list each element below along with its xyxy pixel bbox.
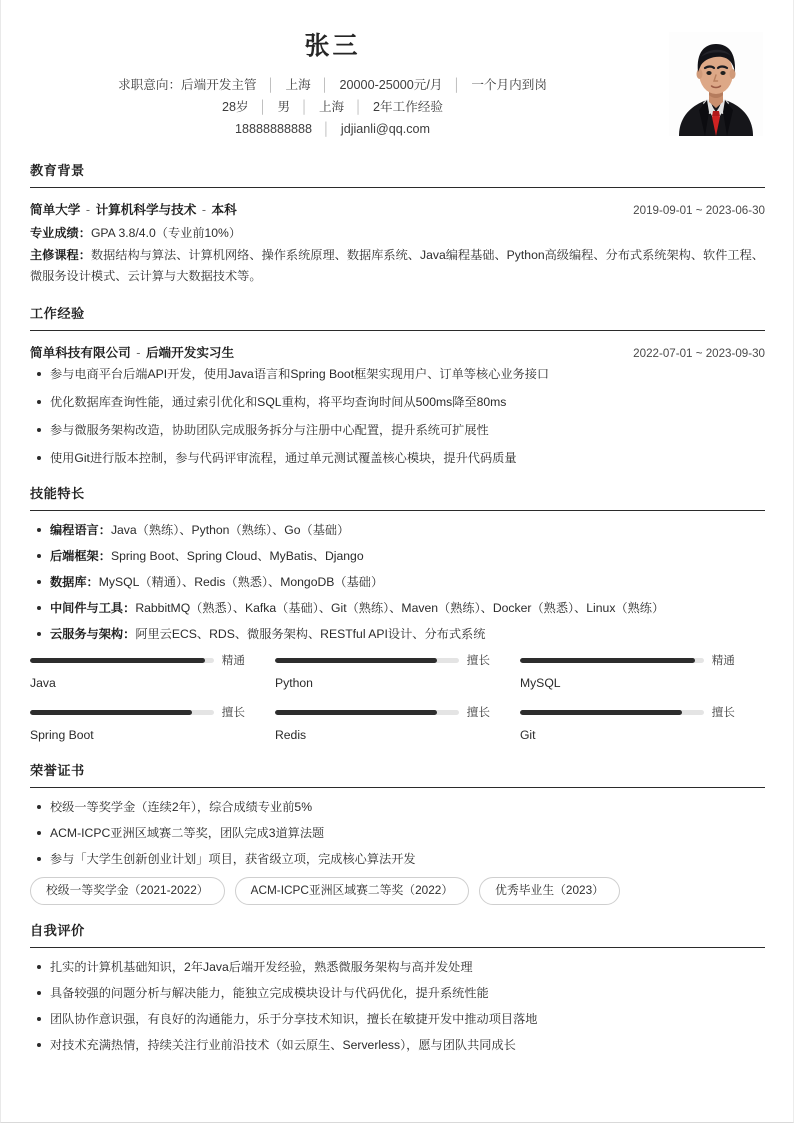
work-company: 简单科技有限公司 <box>30 346 131 360</box>
skill-bar-fill <box>30 658 205 663</box>
section-divider <box>30 947 765 948</box>
skill-bar-track <box>275 710 459 715</box>
education-major: 计算机科学与技术 <box>95 203 197 217</box>
meta-line-3 <box>30 118 635 140</box>
education-courses-value: 数据结构与算法、计算机网络、操作系统原理、数据库系统、Java编程基础、Python高级编程、分布式系统架构、软件工程、微服务设计模式、云计算与大数据技术等。 <box>30 248 764 283</box>
skill-level-label: 精通 <box>711 654 735 667</box>
work-entry-head <box>30 342 765 361</box>
skill-category-label: 云服务与架构： <box>50 627 136 641</box>
list-item: 团队协作意识强，有良好的沟通能力，乐于分享技术知识，擅长在敏捷开发中推动项目落地 <box>30 1011 765 1028</box>
skill-bar-item <box>520 652 765 690</box>
education-entry-title <box>30 199 237 218</box>
list-item: 校级一等奖学金（连续2年），综合成绩专业前5% <box>30 799 765 816</box>
resume-header <box>30 28 765 144</box>
education-gpa-value: GPA 3.8/4.0（专业前10%） <box>90 226 242 240</box>
avatar <box>669 32 763 136</box>
status-badge[interactable]: 优秀毕业生（2023） <box>479 877 620 905</box>
section-title-work: 工作经验 <box>30 306 85 321</box>
education-gpa-label: 专业成绩： <box>30 226 91 240</box>
work-entry-title <box>30 342 234 361</box>
section-title-summary: 自我评价 <box>30 923 85 938</box>
skill-name-label: Spring Boot <box>30 728 94 742</box>
meta-email: jdjianli@qq.com <box>340 122 430 136</box>
skill-bar-row <box>275 704 490 720</box>
skill-bar-fill <box>520 710 682 715</box>
education-courses <box>30 245 765 287</box>
meta-separator-icon: │ <box>300 100 309 114</box>
meta-separator-icon: │ <box>259 100 267 114</box>
work-date: 2022-07-01 ~ 2023-09-30 <box>633 347 765 360</box>
education-courses-label: 主修课程： <box>30 248 91 262</box>
meta-gender: 男 <box>277 100 291 114</box>
meta-salary: 20000-25000元/月 <box>339 78 443 92</box>
skill-bar-track <box>275 658 459 663</box>
section-education <box>30 162 765 287</box>
education-date: 2019-09-01 ~ 2023-06-30 <box>633 204 765 217</box>
status-badge[interactable]: ACM-ICPC亚洲区域赛二等奖（2022） <box>235 877 470 905</box>
honors-bullet-list <box>30 799 765 868</box>
skill-bar-track <box>30 658 214 663</box>
skill-category-value: Java（熟练）、Python（熟练）、Go（基础） <box>110 523 350 537</box>
skill-bar-item <box>520 704 765 742</box>
list-item <box>30 600 765 617</box>
work-bullet-list <box>30 366 765 467</box>
list-item: ACM-ICPC亚洲区域赛二等奖，团队完成3道算法题 <box>30 825 765 842</box>
meta-separator-icon: │ <box>267 78 275 92</box>
skill-bar-item <box>275 704 520 742</box>
title-dash: - <box>132 346 144 360</box>
education-entry-head <box>30 199 765 218</box>
skill-bar-item <box>30 704 275 742</box>
skill-level-label: 精通 <box>221 654 245 667</box>
skill-bar-row <box>275 652 490 668</box>
meta-location: 上海 <box>285 78 311 92</box>
summary-bullet-list <box>30 959 765 1054</box>
list-item <box>30 626 765 643</box>
skill-bar-fill <box>275 710 437 715</box>
section-title-honors: 荣誉证书 <box>30 763 85 778</box>
header-main <box>30 28 765 140</box>
meta-separator-icon: │ <box>322 122 331 136</box>
list-item: 使用Git进行版本控制，参与代码评审流程，通过单元测试覆盖核心模块，提升代码质量 <box>30 450 765 467</box>
skill-name-label: Redis <box>274 728 307 742</box>
list-item: 对技术充满热情，持续关注行业前沿技术（如云原生、Serverless），愿与团队共同成长 <box>30 1037 765 1054</box>
meta-separator-icon: │ <box>452 78 461 92</box>
section-divider <box>30 510 765 511</box>
skill-bar-fill <box>30 710 192 715</box>
title-dash: - <box>198 203 210 217</box>
education-school: 简单大学 <box>30 203 81 217</box>
list-item: 具备较强的问题分析与解决能力，能独立完成模块设计与代码优化，提升系统性能 <box>30 985 765 1002</box>
education-gpa <box>30 223 765 244</box>
honors-tag-list <box>30 877 765 905</box>
meta-line-1 <box>30 74 635 96</box>
education-degree: 本科 <box>211 203 237 217</box>
title-dash: - <box>82 203 94 217</box>
meta-phone: 18888888888 <box>234 122 313 136</box>
skill-category-value: MySQL（精通）、Redis（熟悉）、MongoDB（基础） <box>98 575 384 589</box>
list-item <box>30 548 765 565</box>
skill-bar-item <box>275 652 520 690</box>
section-title-skills: 技能特长 <box>30 486 85 501</box>
skill-bar-track <box>520 710 704 715</box>
skill-category-value: Spring Boot、Spring Cloud、MyBatis、Django <box>110 549 364 563</box>
skill-name-label: Git <box>519 728 536 742</box>
skill-bar-fill <box>275 658 437 663</box>
list-item: 扎实的计算机基础知识，2年Java后端开发经验，熟悉微服务架构与高并发处理 <box>30 959 765 976</box>
meta-experience: 2年工作经验 <box>373 100 443 114</box>
skill-name-label: MySQL <box>519 676 561 690</box>
skill-category-label: 数据库： <box>50 575 99 589</box>
skill-category-value: RabbitMQ（熟悉）、Kafka（基础）、Git（熟练）、Maven（熟练）、Docker（熟悉）、Linux（熟练） <box>135 601 665 615</box>
skill-category-label: 后端框架： <box>50 549 111 563</box>
skill-name-label: Java <box>30 676 56 690</box>
skill-level-label: 擅长 <box>466 706 490 719</box>
meta-separator-icon: │ <box>321 78 330 92</box>
meta-separator-icon: │ <box>354 100 363 114</box>
section-divider <box>30 187 765 188</box>
skill-name-label: Python <box>274 676 313 690</box>
meta-city: 上海 <box>318 100 345 114</box>
meta-objective: 求职意向：后端开发主管 <box>118 78 257 92</box>
list-item: 参与电商平台后端API开发，使用Java语言和Spring Boot框架实现用户、订单等核心业务接口 <box>30 366 765 383</box>
section-work <box>30 305 765 467</box>
list-item <box>30 522 765 539</box>
skill-bar-row <box>520 704 735 720</box>
list-item: 参与「大学生创新创业计划」项目，获省级立项，完成核心算法开发 <box>30 851 765 868</box>
section-divider <box>30 787 765 788</box>
section-title-education: 教育背景 <box>30 163 85 178</box>
list-item <box>30 574 765 591</box>
meta-age: 28岁 <box>222 100 249 114</box>
status-badge[interactable]: 校级一等奖学金（2021-2022） <box>30 877 225 905</box>
section-honors <box>30 762 765 905</box>
resume-content <box>1 0 793 1054</box>
skill-bar-track <box>30 710 214 715</box>
skill-bar-row <box>30 704 245 720</box>
skill-category-label: 编程语言： <box>50 523 111 537</box>
meta-line-2 <box>30 96 635 118</box>
list-item: 参与微服务架构改造，协助团队完成服务拆分与注册中心配置，提升系统可扩展性 <box>30 422 765 439</box>
section-divider <box>30 330 765 331</box>
section-skills <box>30 485 765 756</box>
skill-level-label: 擅长 <box>466 654 490 667</box>
avatar-illustration-icon <box>669 32 763 136</box>
section-summary <box>30 922 765 1054</box>
skill-category-value: 阿里云ECS、RDS、微服务架构、RESTful API设计、分布式系统 <box>135 627 486 641</box>
skill-level-label: 擅长 <box>221 706 245 719</box>
list-item: 优化数据库查询性能，通过索引优化和SQL重构，将平均查询时间从500ms降至80ms <box>30 394 765 411</box>
skill-level-label: 擅长 <box>711 706 735 719</box>
skills-category-list <box>30 522 765 643</box>
skill-bar-row <box>30 652 245 668</box>
page-title: 张三 <box>304 32 361 60</box>
skill-bar-fill <box>520 658 695 663</box>
skill-bar-item <box>30 652 275 690</box>
meta-availability: 一个月内到岗 <box>471 78 547 92</box>
skill-bar-row <box>520 652 735 668</box>
work-role: 后端开发实习生 <box>145 346 235 360</box>
skill-bar-track <box>520 658 704 663</box>
skill-bars-grid <box>30 652 765 756</box>
skill-category-label: 中间件与工具： <box>50 601 136 615</box>
